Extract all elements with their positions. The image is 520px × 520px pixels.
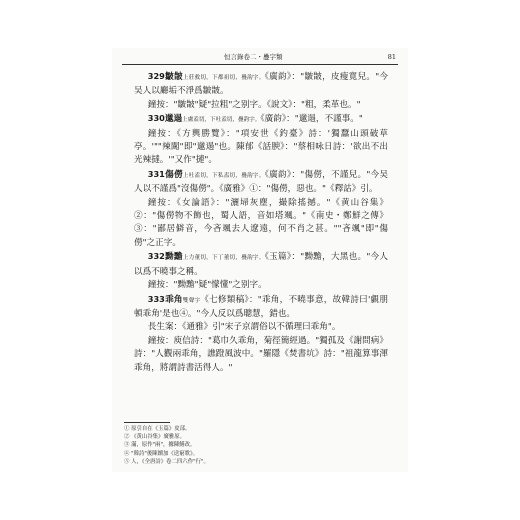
entry-note: 鐘按："皺皵"疑"拉粗"之别字。《說文》："粗，柔革也。" — [147, 99, 361, 110]
entry-gloss: 上吐盍切，下私盍切，疊韵字。 — [182, 172, 265, 179]
footnote: ② 《黄山谷集》廣雅原。 — [124, 434, 186, 441]
entry-text: 《廣韵》："邋遢，不謹事。" — [260, 114, 363, 125]
entry-333 — [134, 293, 388, 322]
footnote: ⑤ 人，《全唐詩》卷二四六作"行"。 — [124, 458, 209, 465]
entry-headword: 邋遢 — [164, 114, 183, 125]
entry-331 — [134, 168, 388, 197]
entry-headword: 黝黵 — [164, 252, 183, 263]
entry-text: 《廣韵》："皺皵，皮瘦寬兒。"今吴人以廳垢不淨爲皺皵。 — [134, 72, 388, 97]
page-body — [134, 70, 388, 375]
entry-332 — [134, 250, 388, 279]
footnote-rule — [124, 422, 170, 423]
entry-number: 332 — [147, 251, 165, 262]
entry-note: 鐘按：庾信詩："葛巾久乖角，菊徑簡經過。"獨孤及《謝問病》詩："人觀兩乖角，譙蹬風波中。"羅隱《焚書坑》詩："祖龍算事渾乖角，將謂詩書活得人。" — [134, 335, 388, 373]
entry-text: 《玉篇》："黝黵，大黑也。"今人以爲不曉事之稱。 — [134, 252, 388, 277]
entry-number: 333 — [147, 293, 165, 304]
entry-text: 《七修類稿》："乖角，不曉事意，故韓詩曰'覷朋頓乖角'是也④。"今人反以爲聰慧，錯也。 — [134, 294, 388, 319]
header-title: 恒言錄卷二・疊字類 — [224, 53, 283, 61]
footnotes — [124, 425, 324, 466]
footnote: ④ "韓詩"後陳續加《送窮歌》。 — [124, 450, 199, 457]
entry-gloss: 上力董切，下丁董切，疊韵字。 — [182, 255, 265, 262]
header-rule — [122, 64, 398, 65]
entry-number: 330 — [147, 113, 165, 124]
entry-gloss: 上莊救切，下都祖切，疊韵字。 — [182, 75, 265, 81]
entry-329 — [134, 70, 388, 99]
entry-number: 331 — [147, 168, 165, 179]
entry-headword: 乖角 — [164, 294, 183, 305]
book-page — [112, 48, 408, 472]
running-header — [112, 51, 408, 63]
entry-gloss: 雙聲字 — [182, 297, 201, 304]
entry-note: 鐘按：《女論語》："灑埽灰塵，撮除搖撼。"《黄山谷集》②："傷僗物不飾也，蜀人語，音如塔颯。"《南史・鄭鮮之傳》③："鄙居僻音，今吝颯去人遼遠，何不肖之甚。""吝颯"即"傷僗"之正字。 — [134, 197, 388, 248]
footnote: ③ 滿，原作"兩"，據陳鱔改。 — [124, 442, 196, 449]
entry-text: 《廣韵》："傷僗，不謹兒。"今吴人以不謹爲"沒傷僗"。《廣雅》①："傷僗，惡也。"《釋詁》引。 — [134, 169, 388, 195]
entry-note: 長生案：《通雅》引"宋子京謂俗以不循理曰乖角"。 — [147, 322, 341, 333]
entry-headword: 傷僗 — [164, 169, 183, 180]
entry-note: 鐘按：《方輿勝覽》："項安世《釣臺》詩：'獨蠶山頭破草亭。'""辣闖"即"邋遢"也。陳郁《話腴》："蔡相咏日詩：'欲出不出光辣撻。'"又作"摙"。 — [134, 128, 388, 166]
footnote: ① 原引自在《玉篇》皮部。 — [124, 426, 191, 432]
entry-330 — [134, 112, 388, 127]
page-number: 81 — [387, 53, 396, 61]
entry-number: 329 — [147, 71, 165, 81]
entry-gloss: 上盧盍切，下吐盍切，疊韵字。 — [182, 117, 261, 124]
entry-headword: 皺皵 — [164, 72, 183, 82]
entry-note: 鐘按："黝黵"疑"懞懂"之别字。 — [147, 280, 267, 291]
